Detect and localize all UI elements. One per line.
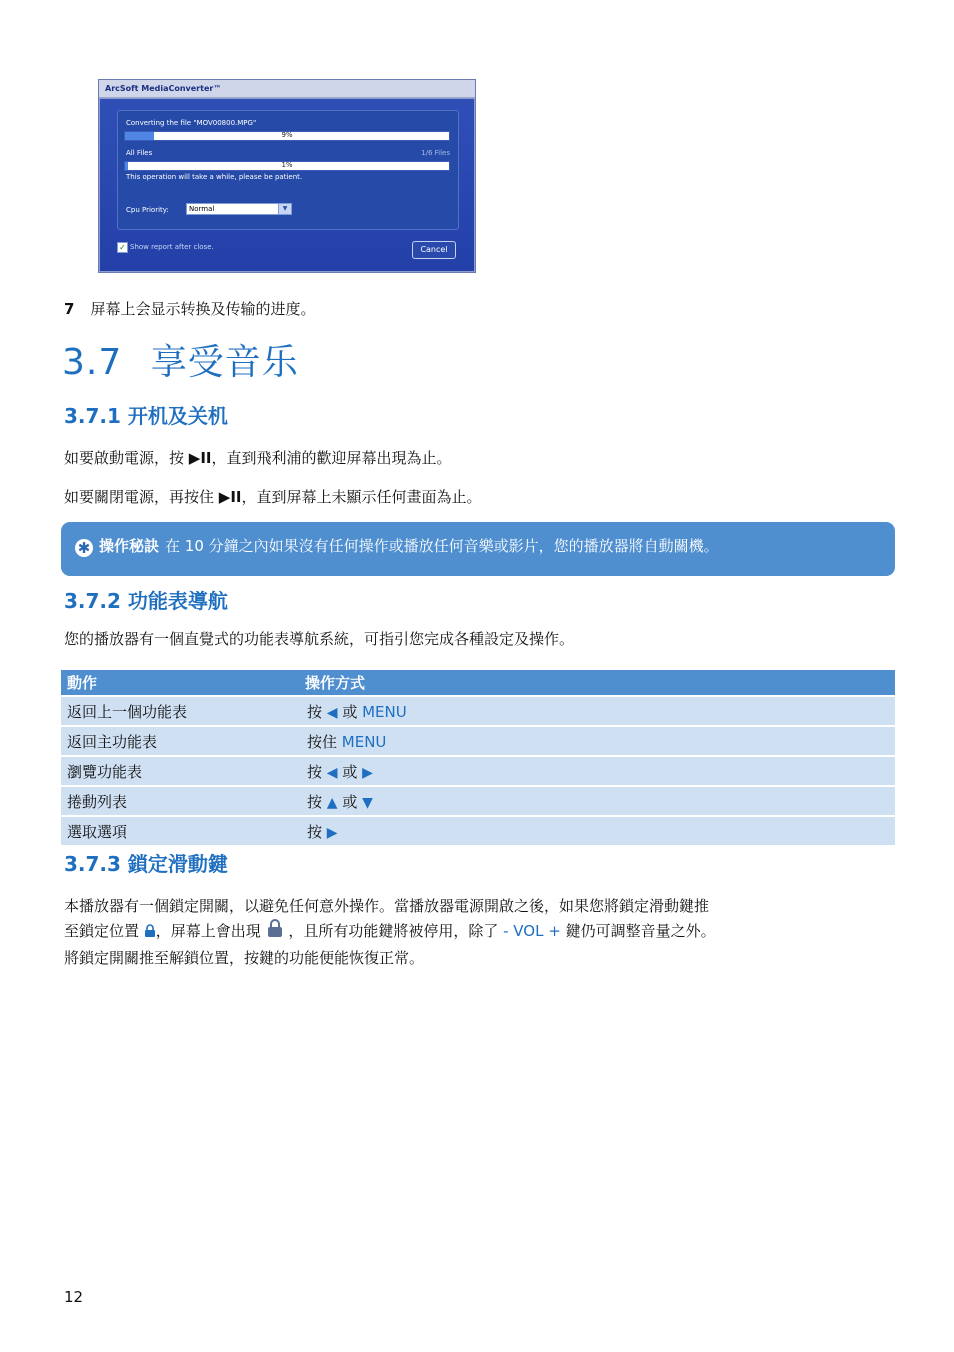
section-heading: [62, 334, 299, 385]
row-action: 選取選項: [61, 816, 299, 845]
patience-note: This operation will take a while, please be patient.: [126, 173, 303, 181]
cpu-priority-select[interactable]: [186, 203, 292, 215]
left-arrow-icon: ◀: [326, 764, 338, 781]
table-row: [61, 816, 895, 845]
volume-key-label: - VOL +: [503, 922, 561, 940]
show-report-checkbox[interactable]: ✓: [117, 242, 128, 253]
row-action: 返回主功能表: [61, 726, 299, 756]
tip-icon: ✱: [75, 539, 93, 557]
section-title: 享受音乐: [150, 342, 299, 383]
method-text: 按: [307, 702, 327, 721]
play-pause-icon: ▶II: [218, 488, 242, 506]
tip-box: [61, 522, 895, 576]
tip-text: 在 10 分鐘之內如果沒有任何操作或播放任何音樂或影片，您的播放器將自動關機。: [165, 537, 719, 555]
power-off-text-end: ，直到屏幕上未顯示任何畫面為止。: [241, 488, 482, 506]
row-method: [299, 696, 895, 726]
power-on-text-end: ，直到飛利浦的歡迎屏幕出現為止。: [211, 449, 452, 467]
table-row: [61, 726, 895, 756]
method-text: 按: [307, 762, 327, 781]
menu-key-label: MENU: [362, 702, 407, 721]
tip-label: 操作秘訣: [99, 537, 160, 555]
left-arrow-icon: ◀: [326, 704, 338, 721]
show-report-label: Show report after close.: [130, 243, 214, 251]
lock-para-line1: 本播放器有一個鎖定開關，以避免任何意外操作。當播放器電源開啟之後，如果您將鎖定滑動鍵推: [64, 897, 710, 915]
lock-screen-icon: [266, 918, 284, 938]
power-on-line: [64, 446, 452, 470]
table-row: [61, 696, 895, 726]
down-arrow-icon: ▼: [362, 794, 373, 811]
heading-lock-slider: 3.7.3 鎖定滑動鍵: [64, 852, 228, 876]
converting-label: Converting the file "MOV00800.MPG": [126, 119, 257, 127]
lock-icon: [144, 924, 156, 938]
lock-text: ，且所有功能鍵將被停用，除了: [283, 922, 504, 940]
power-off-line: [64, 485, 482, 509]
table-row: [61, 786, 895, 816]
menu-nav-intro: 您的播放器有一個直覺式的功能表導航系統，可指引您完成各種設定及操作。: [64, 630, 575, 648]
power-on-text: 如要啟動電源，按: [64, 449, 189, 467]
all-files-label: All Files: [126, 149, 153, 157]
menu-key-label: MENU: [341, 732, 387, 751]
row-action: 瀏覽功能表: [61, 756, 299, 786]
cpu-priority-label: Cpu Priority:: [126, 206, 169, 214]
heading-menu-nav: 3.7.2 功能表導航: [64, 589, 228, 613]
step-7: [64, 298, 315, 319]
up-arrow-icon: ▲: [326, 794, 338, 811]
lock-text: 鍵仍可調整音量之外。: [560, 922, 716, 940]
files-count: 1/6 Files: [421, 149, 450, 157]
total-progress-bar: [124, 161, 450, 171]
header-action: 動作: [61, 670, 299, 696]
section-number: 3.7: [62, 342, 123, 383]
file-progress-bar: [124, 131, 450, 141]
method-text: 按住: [307, 732, 342, 751]
navigation-table: [61, 670, 895, 845]
power-off-text: 如要關閉電源，再按住: [64, 488, 219, 506]
heading-power: 3.7.1 开机及关机: [64, 404, 228, 428]
cancel-button[interactable]: Cancel: [412, 241, 456, 259]
header-method: 操作方式: [299, 670, 895, 696]
row-action: 返回上一個功能表: [61, 696, 299, 726]
page-number: 12: [64, 1288, 84, 1306]
row-method: [299, 786, 895, 816]
row-method: [299, 756, 895, 786]
lock-text: ，屏幕上會出現: [155, 922, 266, 940]
chevron-down-icon[interactable]: ▼: [278, 204, 291, 214]
file-progress-percent: 9%: [281, 131, 293, 139]
row-method: [299, 816, 895, 845]
window-title: ArcSoft MediaConverter™: [99, 80, 475, 98]
method-text: 按: [307, 792, 327, 811]
progress-panel: [117, 110, 459, 230]
play-pause-icon: ▶II: [188, 449, 212, 467]
method-or: 或: [337, 792, 363, 811]
table-header: [61, 670, 895, 696]
row-method: [299, 726, 895, 756]
table-row: [61, 756, 895, 786]
step-text: 屏幕上会显示转换及传输的进度。: [90, 300, 316, 318]
total-progress-percent: 1%: [281, 161, 293, 169]
method-or: 或: [337, 702, 363, 721]
lock-para-line2: [64, 918, 716, 943]
method-or: 或: [337, 762, 363, 781]
converter-screenshot: [98, 79, 476, 273]
lock-text: 至鎖定位置: [64, 922, 144, 940]
right-arrow-icon: ▶: [362, 764, 373, 781]
cpu-priority-value: Normal: [189, 205, 215, 213]
row-action: 捲動列表: [61, 786, 299, 816]
window-body: [100, 99, 474, 271]
right-arrow-icon: ▶: [326, 824, 338, 841]
method-text: 按: [307, 822, 327, 841]
lock-para-line3: 將鎖定開關推至解鎖位置，按鍵的功能便能恢復正常。: [64, 949, 425, 967]
step-number: 7: [64, 300, 75, 318]
